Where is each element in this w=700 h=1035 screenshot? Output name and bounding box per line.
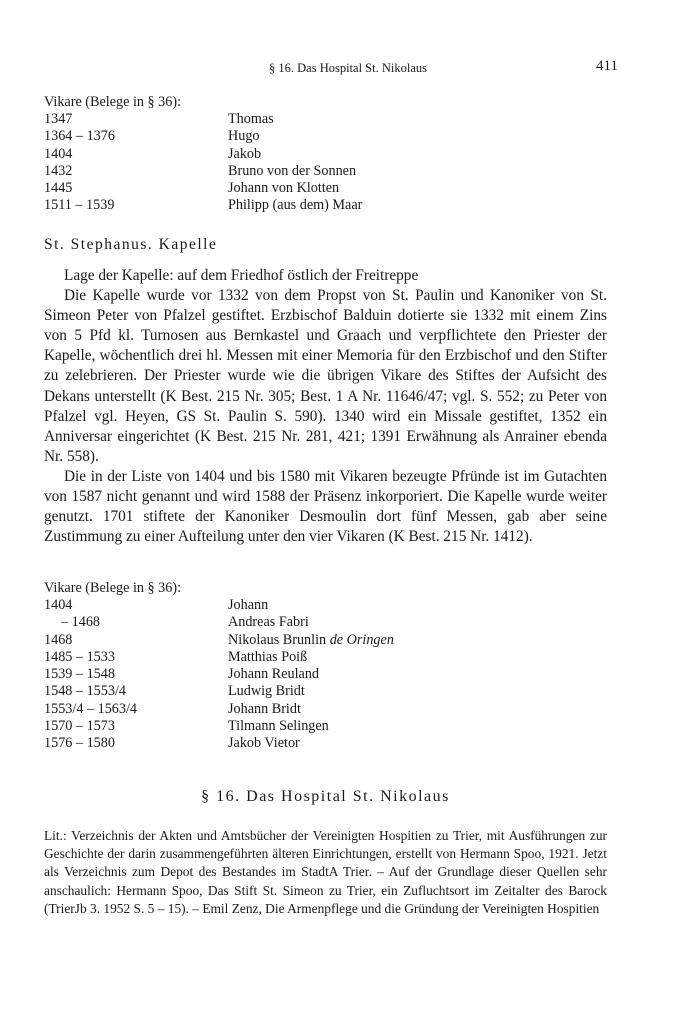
table-row bbox=[44, 718, 394, 735]
table-row bbox=[44, 666, 394, 683]
running-title: § 16. Das Hospital St. Nikolaus bbox=[269, 61, 427, 75]
vikar-name: Jakob bbox=[228, 145, 262, 162]
paragraph: Die in der Liste von 1404 und bis 1580 mit Vikaren bezeugte Pfründe ist im Gutachten von 1587 nicht genannt und wird 1588 der Präsenz inkorporiert. Die Kapelle wurde weiter genutzt. 1701 stiftete der Kanoniker Desmoulin dort fünf Messen, gab aber seine Zustimmung zu einer Aufteilung unter den vier Vikaren (K Best. 215 Nr. 1412). bbox=[44, 467, 607, 546]
vikar-date: – 1468 bbox=[61, 614, 101, 631]
vikar-date: 1511 – 1539 bbox=[44, 197, 115, 214]
vikar-name: Andreas Fabri bbox=[228, 614, 309, 631]
vikar-name-cell bbox=[228, 666, 394, 683]
vikar-date: 1576 – 1580 bbox=[44, 735, 115, 752]
vikare-list-label: Vikare (Belege in § 36): bbox=[44, 94, 182, 110]
vikar-date: 1539 – 1548 bbox=[44, 666, 115, 683]
vikar-date: 1364 – 1376 bbox=[44, 128, 115, 145]
vikar-name: Hugo bbox=[228, 128, 260, 145]
literature-block bbox=[44, 827, 607, 918]
paragraph: Die Kapelle wurde vor 1332 von dem Propst von St. Paulin und Kanoniker von St. Simeon Peter von Pfalzel gestiftet. Erzbischof Balduin dotierte sie 1332 mit einem Zins von 5 Pfd kl. Turnosen aus Bernkastel und Graach und verpflichtete den Priester der Kapelle, wöchentlich drei hl. Messen mit einer Memoria für den Erzbischof und den Stifter zu zelebrieren. Der Priester wurde wie die übrigen Vikare des Stiftes der Aufsicht des Dekans unterstellt (K Best. 215 Nr. 305; Best. 1 A Nr. 11646/47; vgl. S. 552; zu Peter von Pfalzel vgl. Heyen, GS St. Paulin S. 590). 1340 wird ein Missale gestiftet, 1352 ein Anniversar eingerichtet (K Best. 215 Nr. 281, 421; 1391 Erwähnung als Anrainer ebenda Nr. 558). bbox=[44, 287, 607, 465]
running-head bbox=[44, 58, 652, 78]
table-row bbox=[44, 632, 394, 649]
vikar-name: Johann bbox=[228, 597, 269, 613]
vikar-name: Johann Bridt bbox=[228, 700, 301, 717]
vikar-name: Jakob Vietor bbox=[228, 735, 300, 752]
table-row bbox=[44, 683, 394, 700]
vikar-name: Thomas bbox=[228, 111, 274, 127]
chapel-heading: St. Stephanus. Kapelle bbox=[44, 236, 218, 253]
table-row bbox=[44, 180, 362, 197]
vikare-list-label: Vikare (Belege in § 36): bbox=[44, 580, 182, 596]
vikar-name: Johann Reuland bbox=[228, 666, 320, 683]
section-heading: § 16. Das Hospital St. Nikolaus bbox=[201, 788, 450, 805]
table-row bbox=[44, 111, 362, 128]
vikar-name: Tilmann Selingen bbox=[228, 718, 329, 735]
page-number: 411 bbox=[596, 58, 618, 74]
vikare-table bbox=[44, 597, 394, 753]
table-row bbox=[44, 197, 362, 214]
vikar-name: Philipp (aus dem) Maar bbox=[228, 197, 363, 214]
body-text bbox=[44, 266, 607, 547]
vikar-date: 1548 – 1553/4 bbox=[44, 683, 126, 700]
table-row bbox=[44, 146, 362, 163]
vikar-date: 1404 bbox=[44, 597, 73, 613]
table-row bbox=[44, 649, 394, 666]
vikar-origin: de Oringen bbox=[329, 631, 394, 648]
vikar-name: Ludwig Bridt bbox=[228, 683, 305, 700]
vikare-table bbox=[44, 111, 362, 215]
vikar-name-cell bbox=[228, 597, 394, 614]
vikar-name-cell bbox=[228, 683, 394, 700]
vikar-name-cell bbox=[228, 649, 394, 666]
paragraph: Lage der Kapelle: auf dem Friedhof östlich der Freitreppe bbox=[64, 267, 419, 284]
vikar-name-cell bbox=[228, 718, 394, 735]
vikar-date: 1432 bbox=[44, 162, 73, 179]
vikar-date: 1468 bbox=[44, 631, 73, 648]
vikare-list-1 bbox=[44, 94, 362, 215]
vikare-list-2 bbox=[44, 580, 394, 753]
vikar-date: 1570 – 1573 bbox=[44, 718, 115, 735]
table-row bbox=[44, 163, 362, 180]
vikar-date: 1553/4 – 1563/4 bbox=[44, 700, 138, 717]
table-row bbox=[44, 614, 394, 631]
table-row bbox=[44, 128, 362, 145]
vikar-date: 1445 bbox=[44, 180, 73, 197]
vikar-name: Matthias Poiß bbox=[228, 648, 308, 665]
vikar-name-cell bbox=[228, 735, 394, 752]
vikar-name: Bruno von der Sonnen bbox=[228, 162, 357, 179]
literature-text: Lit.: Verzeichnis der Akten und Amtsbücher der Vereinigten Hospitien zu Trier, mit Ausführungen zur Geschichte der darin zusammengeführten älteren Einrichtungen, erstellt von Hermann Spoo, 1921. Jetzt als Verzeichnis zum Depot des Bestandes im StadtA Trier. – Auf der Grundlage dieser Quellen sehr anschaulich: Hermann Spoo, Das Stift St. Simeon zu Trier, ein Zufluchtsort im Zeitalter des Barock (TrierJb 3. 1952 S. 5 – 15). – Emil Zenz, Die Armenpflege und die Gründung der Vereinigten Hospitien bbox=[44, 828, 607, 916]
table-row bbox=[44, 597, 394, 614]
vikar-name-cell bbox=[228, 614, 394, 631]
vikar-name: Nikolaus Brunlin bbox=[228, 631, 327, 648]
vikar-name: Johann von Klotten bbox=[228, 180, 340, 197]
table-row bbox=[44, 735, 394, 752]
vikar-name-cell bbox=[228, 632, 394, 649]
vikar-name-cell bbox=[228, 701, 394, 718]
vikar-date: 1347 bbox=[44, 111, 73, 127]
vikar-date: 1404 bbox=[44, 145, 73, 162]
vikar-date: 1485 – 1533 bbox=[44, 648, 115, 665]
table-row bbox=[44, 701, 394, 718]
